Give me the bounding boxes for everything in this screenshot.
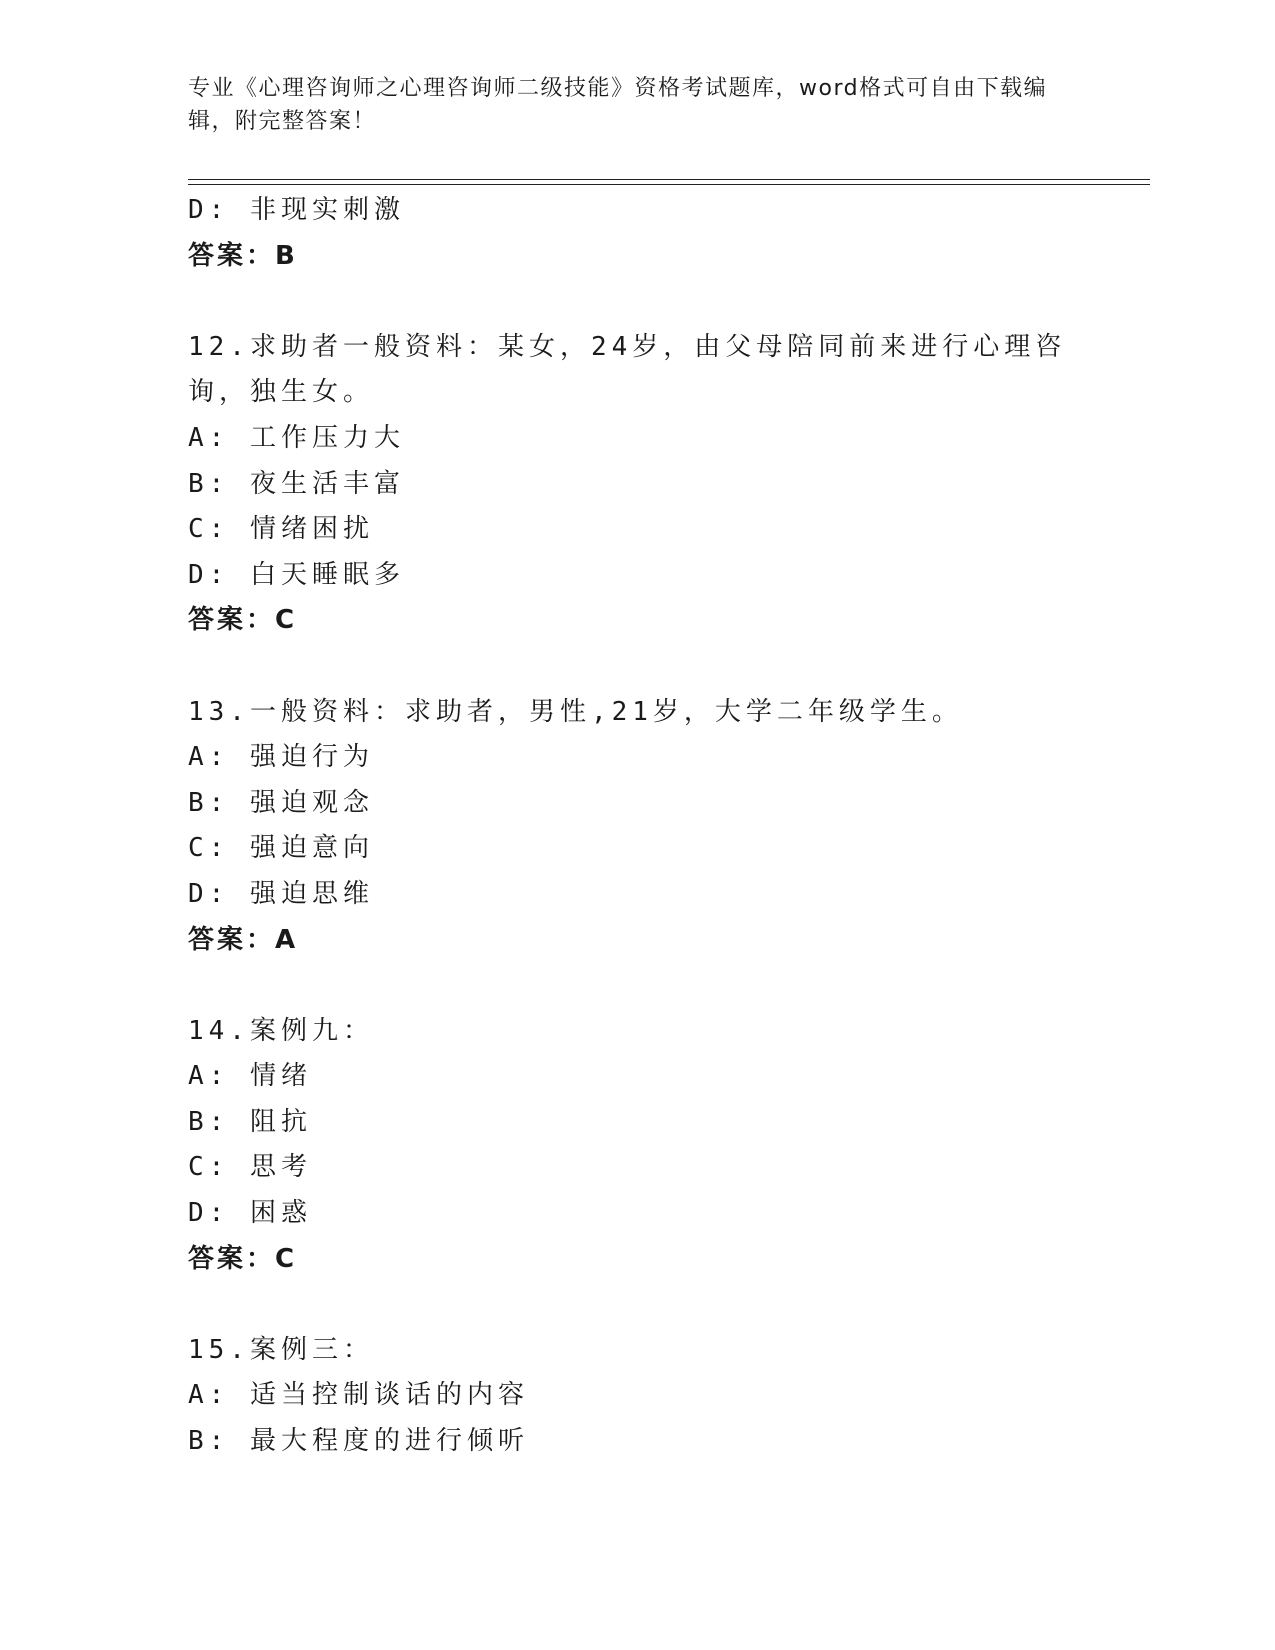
header-divider-second — [188, 184, 1150, 185]
question-12-option-c: C: 情绪困扰 — [188, 514, 374, 545]
spacer — [188, 1282, 1088, 1328]
question-12-option-d: D: 白天睡眠多 — [188, 559, 405, 590]
question-content — [188, 188, 1088, 1465]
header-divider — [188, 179, 1150, 180]
question-14-option-a: A: 情绪 — [188, 1061, 312, 1092]
question-14-option-b: B: 阻抗 — [188, 1106, 312, 1137]
question-15-option-b: B: 最大程度的进行倾听 — [188, 1426, 529, 1457]
question-13-option-d: D: 强迫思维 — [188, 878, 374, 909]
question-15-option-a: A: 适当控制谈话的内容 — [188, 1380, 529, 1411]
question-15-stem: 15.案例三： — [188, 1334, 374, 1365]
question-13-option-b: B: 强迫观念 — [188, 787, 374, 818]
question-14-answer: 答案：C — [188, 1243, 298, 1274]
answer-line: 答案：B — [188, 240, 298, 271]
document-header: 专业《心理咨询师之心理咨询师二级技能》资格考试题库，word格式可自由下载编辑，附完整答案！ — [188, 76, 1048, 134]
spacer — [188, 963, 1088, 1009]
option-d: D: 非现实刺激 — [188, 195, 405, 225]
question-14-option-d: D: 困惑 — [188, 1198, 312, 1229]
question-14-option-c: C: 思考 — [188, 1152, 312, 1183]
question-13-stem: 13.一般资料：求助者，男性,21岁，大学二年级学生。 — [188, 696, 963, 727]
spacer — [188, 644, 1088, 690]
question-12-answer: 答案：C — [188, 605, 298, 636]
spacer — [188, 279, 1088, 325]
question-14-stem: 14.案例九： — [188, 1015, 374, 1046]
question-12-stem: 12.求助者一般资料：某女，24岁，由父母陪同前来进行心理咨询，独生女。 — [188, 331, 1067, 408]
question-13-answer: 答案：A — [188, 924, 299, 955]
question-12-option-a: A: 工作压力大 — [188, 422, 405, 453]
question-13-option-c: C: 强迫意向 — [188, 833, 374, 864]
question-12-option-b: B: 夜生活丰富 — [188, 468, 405, 499]
question-13-option-a: A: 强迫行为 — [188, 742, 374, 773]
